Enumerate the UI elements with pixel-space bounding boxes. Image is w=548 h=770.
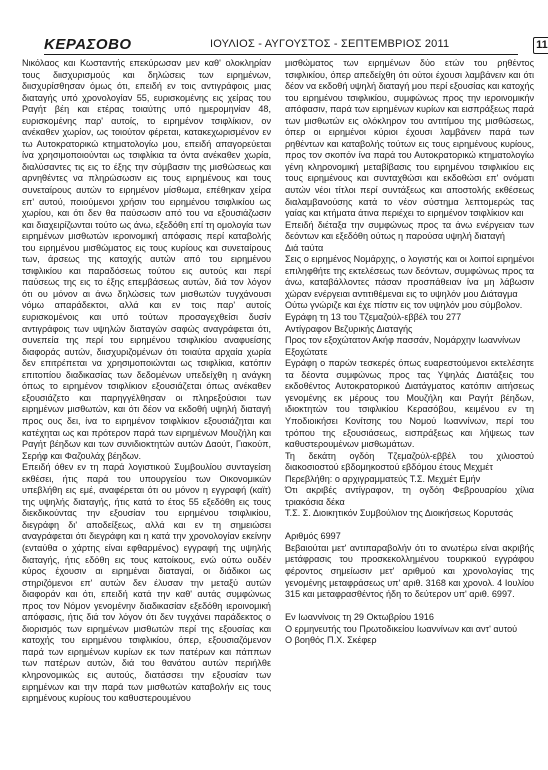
paragraph: Αριθμός 6997 xyxy=(285,531,341,542)
paragraph: Ο βοηθός Π.Χ. Σκέφερ xyxy=(285,635,377,646)
paragraph: Προς τον εξοχώτατον Ακήφ πασσάν, Νομάρχην Ιωαννίνων xyxy=(285,335,521,346)
paragraph: Επειδή διέταξα την συμφώνως προς τα άνω ενέργειαν των δεόντων και εξεδόθη ούτως η παρούσα υψηλή διαταγή xyxy=(285,219,534,242)
paragraph: Σεις ο ειρημένος Νομάρχης, ο λογιστής και οι λοιποί ειρημένοι επιληφθήτε της εκτελέσεως των δεόντων, συμφώνως προς τα άνω, καταβάλλοντες πάσαν προσπάθειαν ίνα μη λάβωσιν χώραν ενέργειαι αντιτιθέμεναι εις το υψηλόν μου Διάταγμα xyxy=(285,254,534,299)
page-number: 11 xyxy=(533,37,548,54)
paragraph: Εν Ιωαννίνοις τη 29 Οκτωβρίου 1916 xyxy=(285,612,434,623)
paragraph: Τ.Σ. Σ. Διοικητικόν Συμβούλιον της Διοικήσεως Κορυτσάς xyxy=(285,508,514,519)
paragraph: μισθώματος των ειρημένων δύο ετών του ρηθέντος τσιφλικίου, όπερ απεδείχθη ότι ούτοι έχουσι λαμβάνειν και ότι δέον να εκδοθή υψηλή διαταγή μου περί εξουσίας και κατοχής του ειρημένου τσιφλικίου, συμφώνως προς την ιεροινομικήν απόφασιν, παρά των ειρημένων κυρίων και εισπράξεως παρά των μισθωτών εις ολόκληρον του αντιτίμου της μισθώσεως, όπερ οι ειρημένοι κύριοι έχουσι λαμβάνειν παρά των ρηθέντων και καταβολής τούτων εις τους ειρημένους κυρίους, προς τον σκοπόν ίνα παρά του Αυτοκρατορικώ κτηματολογίω γένη κληρονομική μεταβίβασις του ειρημένου τσιφλικίου εις τους ειρημένους και συνταχθώσι και εκδοθώσι επ' ονόματι αυτών νέοι τίτλοι περί συντάξεως και αποστολής εκθέσεως διαλαμβανούσης κατά το νέον σύστημα λεπτομερώς τας γαίας και κτήματα άτινα περιέχει το ειρημένον τσιφλίκιον και xyxy=(285,58,534,219)
spacer xyxy=(285,520,534,532)
issue-date: ΙΟΥΛΙΟΣ - ΑΥΓΟΥΣΤΟΣ - ΣΕΠΤΕΜΒΡΙΟΣ 2011 xyxy=(210,38,450,50)
paragraph: Ο ερμηνευτής του Πρωτοδικείου Ιωαννίνων και αντ' αυτού xyxy=(285,623,518,634)
paragraph: Ούτω γνώριζε και έχε πίστιν εις τον υψηλόν μου σύμβολον. xyxy=(285,300,523,311)
paragraph: Νικόλαος και Κωσταντής επεκύρωσαν μεν καθ' ολοκληρίαν τους διισχυρισμούς και δηλώσεις των ειρημένων, διισχυρίσθησαν όμως ότι, επειδή εν τοις αντιγράφοις μιας διαταγής υπό χρονολογίαν 55, ευρισκομένης εις χείρας του Ραγήτ βέη και ετέρας τοιαύτης υπό ημερομηνίαν 48, ευρισκομένης παρ' αυτοίς, το ειρημένον τσιφλίκιον, ον ανέκαθεν χωρίον, ως τοιούτον φέρεται, κατακεχωρισμένον εν τω Αυτοκρατορικώ κτηματολογίω μου, επειδή απαγορεύεται ίνα χρησιμοποιούνται ως τσιφλίκια τα όντα ανέκαθεν χωρία, διαλύσαντες τις εις το έξης την σύμβασιν της μισθώσεως και αρνηθέντες να πληρώσωσιν εις τους ειρημένους και τους συνεταίρους αυτών το ειρημένον μίσθωμα, επέθηκαν χείρα επ' αυτού, ποιούμενοι χρήσιν του ειρημένου τσιφλικίου ως χωρίου, και ότι δεν θα παύσωσιν από του να εξουσιάζωσιν και διαχειρίζωνται τούτο ως άνω, εξεδόθη επί τη ομολογία των ειρημένων μισθωτών ιεροινομική απόφασις περί καταβολής του ειρημένου μισθώματος εις τους κυρίους και συνεταίρους των, άρσεως της κατοχής αυτών από του ειρημένου τσιφλικίου και παραδόσεως τούτου εις αυτούς και περί παύσεως της εις το έξης επεμβάσεως αυτών, διά τον λόγον ότι ου μόνον αι άνω δηλώσεις των μισθωτών τυγχάνουσι νόμω απαράδεκτοι, αλλά και εν τοις παρ' αυτοίς ευρισκομένοις και υπό τούτων προσαγεχθείσι δυσίν αντιγράφοις των υψηλών διαταγών σαφώς αναγράφεται ότι, συνεπεία της περί του ειρημένου τσιφλικίου αναφυείσης διαφοράς αυτών, διισχυριζομένων ότι τοιαύτα αρχαία χωρία δεν επιτρέπεται να χρησιμοποιώνται ως τσιφλίκια, κατόπιν επιτοπίου διαδικασίας των δεδομένων υπεδείχθη η ανάγκη όπως το ειρημένον τσιφλίκιον εξουσιάζεται όπως ανέκαθεν εξουσιάζετο και παρηγγέλθησαν οι πληρεξούσιοι των ειρημένων μισθωτών, και ότι δέον να εκδοθή υψηλή διαταγή προς ους δει, ίνα το ειρημένον τσιφλίκιον εξουσιάζηται και κατέχηται ως και πρότερον παρά των ειρημένων Μουζήλη και Ραγήτ βέηδων και των συνιδιοκτητών αυτών Δαούτ, Γιακούπ, Σερήφ και Φαζουλάχ βέηδων. xyxy=(22,58,271,461)
paragraph: Αντίγραφον Βεζυρικής Διαταγής xyxy=(285,323,413,334)
paragraph: Επειδή όθεν εν τη παρά λογιστικού Συμβουλίου συνταγείση εκθέσει, ήτις παρά του υπουργείου των Οικονομικών υπεβλήθη εις εμέ, αναφέρεται ότι ου μόνον η εγγραφή (καϊτ) της υψηλής διαταγής, ήτις κατά το έτος 55 εξεδόθη εις τους διεκδικούντας την εξουσίαν του ειρημένου τσιφλικίου, διεγράφη δι' αποδείξεως, αλλά και εν τη σημειώσει αναγράφεται ότι διεγράφη και η κατά την χρονολογίαν εκείνην (ενταύθα ο χάρτης είναι εφθαρμένος) εγγραφή της υψηλής διαταγής, ήτις εδόθη εις τους κατοίκους, ενώ ούτω ουδέν κύρος έχουσιν αι ειρημέναι διαταγαί, οι διάδικοι ως στηριζόμενοι επ' αυτών δεν έλυσαν την μεταξύ αυτών διαφοράν και ότι, επειδή κατά την καθ' αυτάς συμφώνως προς τον Νόμον γενομένην διαδικασίαν εξεδόθη ιεροινομική απόφασις, ήτις διά τον λόγον ότι δεν τυγχάνει παράδεκτος ο διορισμός των ειρημένων μισθωτών περί της εξουσίας και κατοχής του ειρημένου τσιφλικίου, όπερ, εξουσιαζόμενον παρά των ειρημένων κυρίων εκ των πατέρων και πάππων των πατέρων αυτών, διά του θανάτου αυτών περιήλθε κληρονομικώς εις αυτούς, διατάσσει την εξουσίαν των ειρημένων και την παρά των μισθωτών καταβολήν εις τους ειρημένους κυρίους του καθυστερουμένου xyxy=(22,462,271,704)
masthead-title: ΚΕΡΑΣΟΒΟ xyxy=(44,36,132,53)
right-column xyxy=(285,58,534,705)
paragraph: Εγράφη τη 13 του Τζεμαζούλ-εββέλ του 277 xyxy=(285,312,462,323)
paragraph: Βεβαιούται μετ' αντιπαραβολήν ότι το ανωτέρω είναι ακριβής μετάφρασις του προσκεκολλημένου τουρκικού εγγράφου φέροντος σημείωσιν μετ' αριθμού και χρονολογίας της γενομένης μεταφράσεως υπ' αριθ. 3168 και χρονολ. 4 Ιουλίου 315 και μεταφρασθέντος ήδη το δεύτερον υπ' αριθ. 6997. xyxy=(285,542,534,600)
paragraph: Ότι ακριβές αντίγραφον, τη ογδόη Φεβρουαρίου χίλια τριακόσια δέκα xyxy=(285,485,534,507)
paragraph: Τη δεκάτη ογδόη Τζεμαζούλ-εββέλ του χιλιοστού διακοσιοστού εβδομηκοστού εβδόμου έτους Μεχμέτ xyxy=(285,450,534,473)
left-column xyxy=(22,58,271,705)
paragraph: Διά ταύτα xyxy=(285,242,324,253)
spacer xyxy=(285,601,534,613)
page-header xyxy=(22,0,548,56)
header-rule xyxy=(44,54,518,55)
article-columns xyxy=(22,56,534,705)
paragraph: Εξοχώτατε xyxy=(285,346,328,357)
paragraph: Εγράφη ο παρών τεσκερές όπως ευαρεστούμενοι εκτελέσητε τα δέοντα συμφώνως προς τας Υψηλάς Διατάξεις του εκδοθέντος Αυτοκρατορικού Διατάγματος κατόπιν αιτήσεως γενομένης εκ μέρους του Μουζήλη και Ραγήτ βέηδων, ιδιοκτητών του τσιφλικίου Κερασόβου, κειμένου εν τη Υποδιοικήσει Κονίτσης του Νομού Ιωαννίνων, περί του τρόπου της εξουσιάσεως, εισπράξεως και λήψεως των καθυστερουμένων μισθωμάτων. xyxy=(285,358,534,450)
paragraph: Περεβλήθη: ο αρχιγραμματεύς Τ.Σ. Μεχμέτ Εμήν xyxy=(285,473,481,484)
